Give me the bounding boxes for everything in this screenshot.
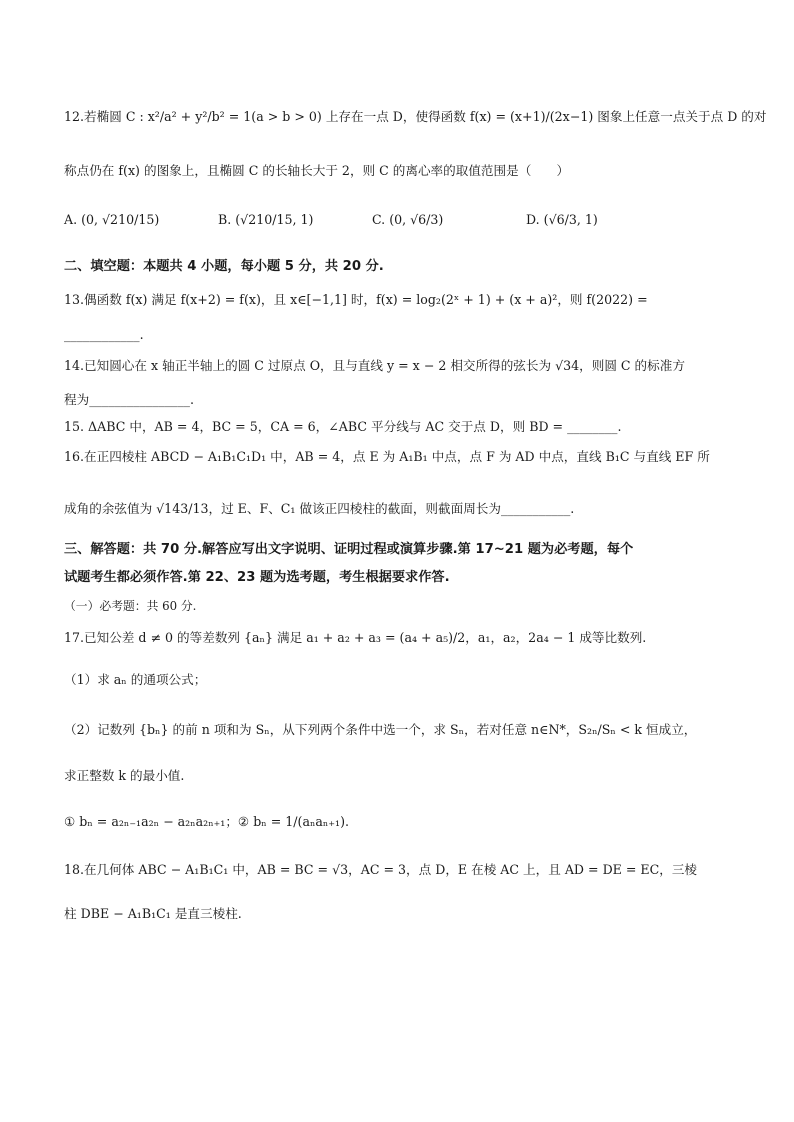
- q12-option-d: D. (√6/3, 1): [526, 212, 598, 227]
- subsection-required: （一）必考题：共 60 分.: [64, 599, 197, 613]
- q16-line1: 16.在正四棱柱 ABCD − A₁B₁C₁D₁ 中，AB = 4，点 E 为 A₁B₁ 中点，点 F 为 AD 中点，直线 B₁C 与直线 EF 所: [64, 449, 710, 464]
- q17-part2: （2）记数列 {bₙ} 的前 n 项和为 Sₙ，从下列两个条件中选一个，求 Sₙ，若对任意 n∈N*，S₂ₙ/Sₙ < k 恒成立，: [64, 722, 697, 737]
- q17-conditions: ① bₙ = a₂ₙ₋₁a₂ₙ − a₂ₙa₂ₙ₊₁；② bₙ = 1/(aₙaₙ₊₁).: [64, 814, 349, 829]
- q14-line1: 14.已知圆心在 x 轴正半轴上的圆 C 过原点 O，且与直线 y = x − 2 相交所得的弦长为 √34，则圆 C 的标准方: [64, 358, 685, 373]
- section-3-heading-line1: 三、解答题：共 70 分.解答应写出文字说明、证明过程或演算步骤.第 17~21 题为必考题，每个: [64, 542, 634, 557]
- q18-line2: 柱 DBE − A₁B₁C₁ 是直三棱柱.: [64, 906, 242, 921]
- q12-line2: 称点仍在 f(x) 的图象上，且椭圆 C 的长轴长大于 2，则 C 的离心率的取值范围是（ ）: [64, 163, 570, 178]
- q12-option-b: B. (√210/15, 1): [218, 212, 314, 227]
- q13-line2: ____________.: [64, 327, 144, 342]
- q15-text: 15. ΔABC 中，AB = 4，BC = 5，CA = 6，∠ABC 平分线与 AC 交于点 D，则 BD = ________.: [64, 419, 622, 434]
- section-3-heading-line2: 试题考生都必须作答.第 22、23 题为选考题，考生根据要求作答.: [64, 570, 450, 585]
- q12-line1: 12.若椭圆 C : x²/a² + y²/b² = 1(a > b > 0) 上存在一点 D，使得函数 f(x) = (x+1)/(2x−1) 图象上任意一点关于点 D 的对: [64, 109, 767, 124]
- section-2-heading: 二、填空题：本题共 4 小题，每小题 5 分，共 20 分.: [64, 259, 384, 274]
- q12-option-c: C. (0, √6/3): [372, 212, 444, 227]
- q17-part2-cont: 求正整数 k 的最小值.: [64, 768, 185, 783]
- q16-line2: 成角的余弦值为 √143/13，过 E、F、C₁ 做该正四棱柱的截面，则截面周长为___________.: [64, 501, 575, 516]
- q12-option-a: A. (0, √210/15): [64, 212, 160, 227]
- q14-line2: 程为________________.: [64, 392, 194, 407]
- q17-part1: （1）求 aₙ 的通项公式；: [64, 672, 207, 687]
- q13-line1: 13.偶函数 f(x) 满足 f(x+2) = f(x)，且 x∈[−1,1] 时，f(x) = log₂(2ˣ + 1) + (x + a)²，则 f(2022) =: [64, 292, 648, 307]
- q18-line1: 18.在几何体 ABC − A₁B₁C₁ 中，AB = BC = √3，AC = 3，点 D，E 在棱 AC 上，且 AD = DE = EC，三棱: [64, 862, 698, 877]
- q17-line1: 17.已知公差 d ≠ 0 的等差数列 {aₙ} 满足 a₁ + a₂ + a₃ = (a₄ + a₅)/2，a₁，a₂，2a₄ − 1 成等比数列.: [64, 630, 647, 645]
